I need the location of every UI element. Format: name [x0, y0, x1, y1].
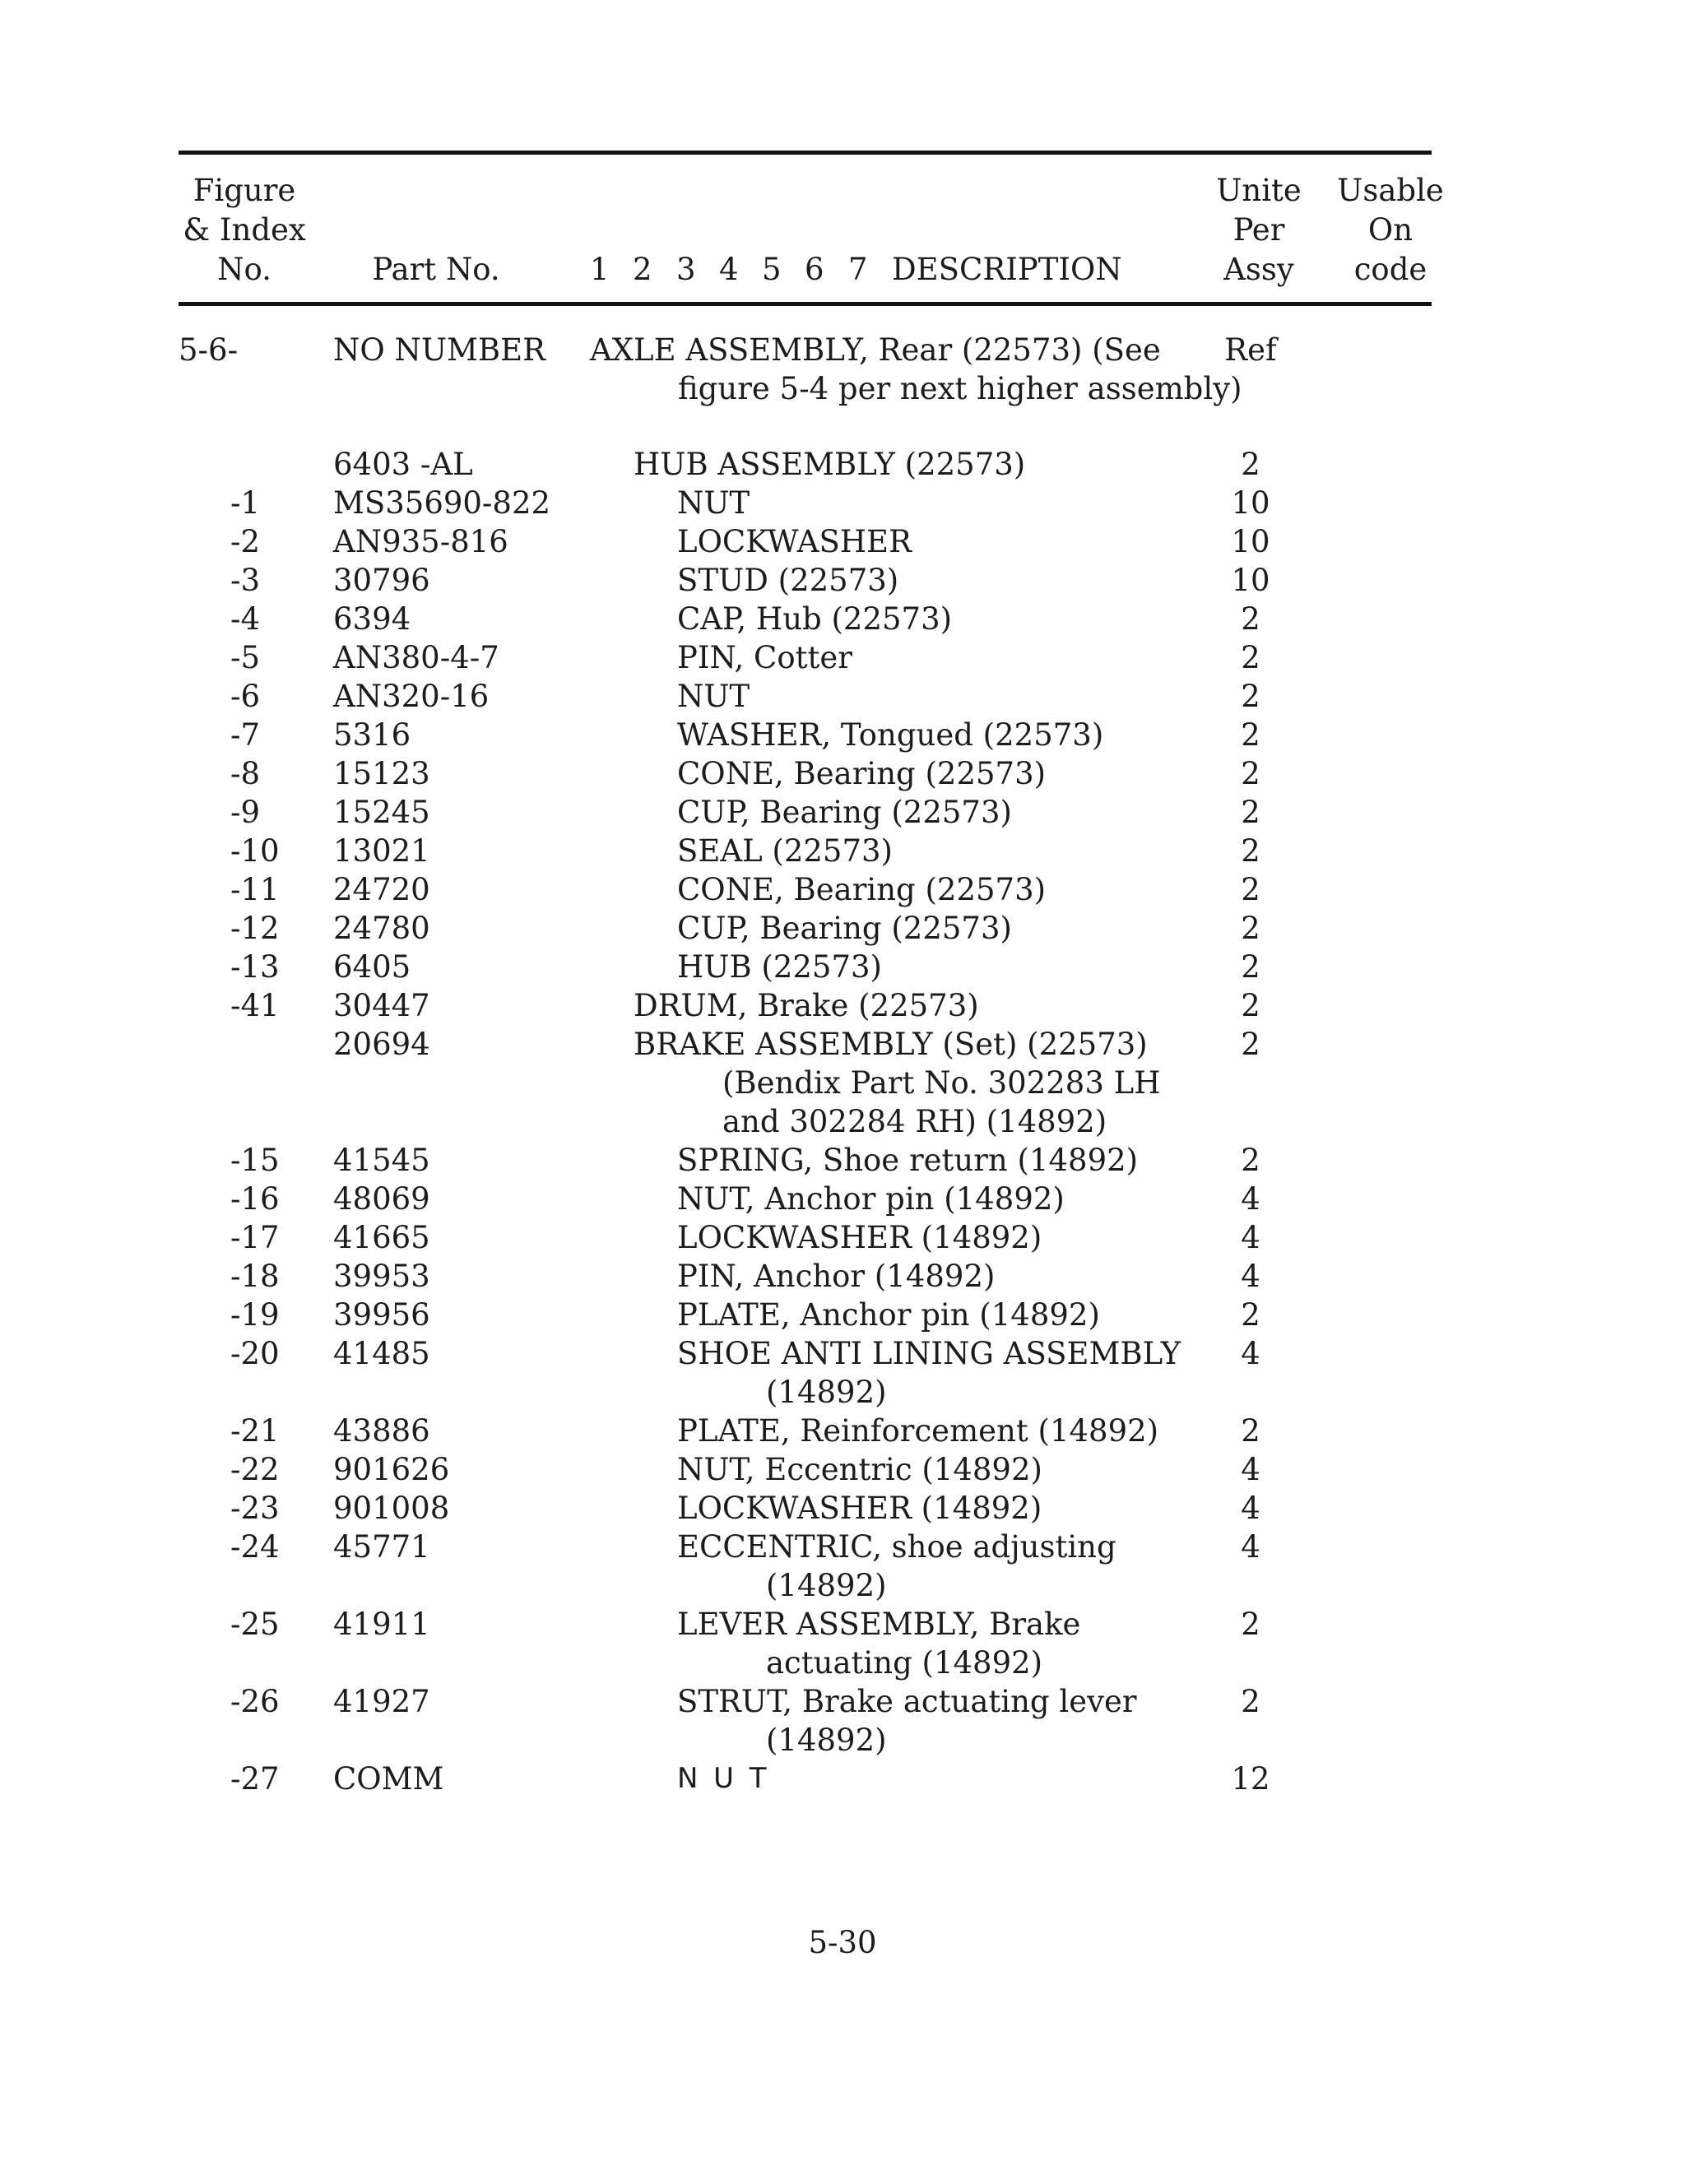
units-per-assy: 2	[1241, 988, 1260, 1023]
description: LEVER ASSEMBLY, Brake actuating (14892)	[677, 1607, 1081, 1681]
description: HUB ASSEMBLY (22573)	[634, 447, 1026, 482]
part-number: 48069	[333, 1181, 430, 1217]
units-per-assy: 10	[1231, 563, 1270, 598]
part-number: COMM	[333, 1761, 444, 1797]
part-number: 20694	[333, 1027, 430, 1062]
indent-level-2: 2	[633, 252, 652, 287]
figure-index: 5-6-	[179, 332, 239, 368]
figure-index: -23	[230, 1491, 280, 1526]
description: NUT, Eccentric (14892)	[677, 1452, 1042, 1487]
part-number: 41485	[333, 1336, 430, 1371]
header-figure-index: Figure & Index No.	[183, 173, 306, 287]
units-per-assy: 4	[1241, 1491, 1260, 1526]
description: SEAL (22573)	[677, 833, 893, 869]
units-per-assy: 10	[1231, 524, 1270, 559]
description: AXLE ASSEMBLY, Rear (22573) (See figure 5-4 per next higher assembly)	[590, 332, 1242, 406]
units-per-assy: 4	[1241, 1259, 1260, 1294]
figure-index: -7	[230, 717, 261, 753]
figure-index: -9	[230, 795, 261, 830]
header-part-no: Part No.	[372, 252, 500, 287]
indent-level-6: 6	[805, 252, 824, 287]
part-number: MS35690-822	[333, 485, 551, 521]
part-number: 39953	[333, 1259, 430, 1294]
figure-index: -21	[230, 1413, 280, 1449]
figure-index: -12	[230, 911, 280, 946]
part-number: AN380-4-7	[333, 640, 499, 675]
part-number: 41911	[333, 1607, 430, 1642]
description: LOCKWASHER (14892)	[677, 1220, 1042, 1255]
description: PIN, Cotter	[677, 640, 852, 675]
figure-index: -27	[230, 1761, 280, 1797]
description: PIN, Anchor (14892)	[677, 1259, 996, 1294]
units-per-assy: 2	[1241, 679, 1260, 714]
units-per-assy: 2	[1241, 717, 1260, 753]
description: CONE, Bearing (22573)	[677, 872, 1047, 907]
part-number: 13021	[333, 833, 430, 869]
figure-index: -10	[230, 833, 280, 869]
description: CONE, Bearing (22573)	[677, 756, 1047, 791]
part-number: 24720	[333, 872, 430, 907]
figure-index: -5	[230, 640, 261, 675]
part-number: 41927	[333, 1684, 430, 1719]
figure-index: -2	[230, 524, 261, 559]
description: LOCKWASHER	[677, 524, 912, 559]
figure-index: -8	[230, 756, 261, 791]
description: WASHER, Tongued (22573)	[677, 717, 1104, 753]
units-per-assy: 2	[1241, 1684, 1260, 1719]
description: STRUT, Brake actuating lever (14892)	[677, 1684, 1137, 1758]
part-number: 901626	[333, 1452, 450, 1487]
part-number: 6394	[333, 601, 411, 637]
header-units-per-assy: Unite Per Assy	[1216, 173, 1302, 287]
units-per-assy: Ref	[1224, 332, 1277, 368]
figure-index: -16	[230, 1181, 280, 1217]
description: PLATE, Anchor pin (14892)	[677, 1297, 1100, 1333]
indent-level-3: 3	[676, 252, 696, 287]
description: NUT	[677, 485, 750, 521]
units-per-assy: 2	[1241, 1143, 1260, 1178]
units-per-assy: 2	[1241, 1413, 1260, 1449]
units-per-assy: 2	[1241, 756, 1260, 791]
figure-index: -3	[230, 563, 261, 598]
units-per-assy: 2	[1241, 1297, 1260, 1333]
indent-level-1: 1	[590, 252, 610, 287]
description: ECCENTRIC, shoe adjusting (14892)	[677, 1529, 1116, 1603]
indent-level-5: 5	[762, 252, 782, 287]
figure-index: -11	[230, 872, 280, 907]
header-usable-on-code: Usable On code	[1337, 173, 1444, 287]
figure-index: -4	[230, 601, 261, 637]
part-number: NO NUMBER	[333, 332, 545, 368]
header-bottom-rule	[179, 302, 1432, 306]
description: CAP, Hub (22573)	[677, 601, 953, 637]
units-per-assy: 4	[1241, 1181, 1260, 1217]
description: SPRING, Shoe return (14892)	[677, 1143, 1139, 1178]
figure-index: -18	[230, 1259, 280, 1294]
units-per-assy: 4	[1241, 1220, 1260, 1255]
description: CUP, Bearing (22573)	[677, 911, 1012, 946]
figure-index: -25	[230, 1607, 280, 1642]
units-per-assy: 2	[1241, 795, 1260, 830]
units-per-assy: 2	[1241, 1607, 1260, 1642]
part-number: 5316	[333, 717, 411, 753]
part-number: 41665	[333, 1220, 430, 1255]
units-per-assy: 2	[1241, 833, 1260, 869]
units-per-assy: 12	[1231, 1761, 1270, 1797]
units-per-assy: 2	[1241, 1027, 1260, 1062]
header-description: DESCRIPTION	[892, 252, 1122, 287]
figure-index: -15	[230, 1143, 280, 1178]
description: LOCKWASHER (14892)	[677, 1491, 1042, 1526]
part-number: 45771	[333, 1529, 430, 1565]
description: CUP, Bearing (22573)	[677, 795, 1012, 830]
part-number: 41545	[333, 1143, 430, 1178]
figure-index: -6	[230, 679, 261, 714]
units-per-assy: 4	[1241, 1529, 1260, 1565]
description: DRUM, Brake (22573)	[634, 988, 979, 1023]
figure-index: -1	[230, 485, 261, 521]
part-number: 30796	[333, 563, 430, 598]
part-number: AN935-816	[333, 524, 508, 559]
figure-index: -26	[230, 1684, 280, 1719]
description: NUT	[677, 1762, 782, 1795]
part-number: 30447	[333, 988, 430, 1023]
description: HUB (22573)	[677, 949, 882, 985]
figure-index: -19	[230, 1297, 280, 1333]
figure-index: -17	[230, 1220, 280, 1255]
figure-index: -41	[230, 988, 280, 1023]
figure-index: -20	[230, 1336, 280, 1371]
units-per-assy: 2	[1241, 911, 1260, 946]
part-number: 15123	[333, 756, 430, 791]
units-per-assy: 2	[1241, 447, 1260, 482]
figure-index: -13	[230, 949, 280, 985]
description: STUD (22573)	[677, 563, 899, 598]
description: NUT	[677, 679, 750, 714]
part-number: 43886	[333, 1413, 430, 1449]
indent-level-7: 7	[848, 252, 868, 287]
figure-index: -24	[230, 1529, 280, 1565]
units-per-assy: 2	[1241, 872, 1260, 907]
description: SHOE ANTI LINING ASSEMBLY (14892)	[677, 1336, 1181, 1410]
indent-level-4: 4	[719, 252, 739, 287]
figure-index: -22	[230, 1452, 280, 1487]
part-number: 24780	[333, 911, 430, 946]
header-top-rule	[179, 151, 1432, 155]
description: PLATE, Reinforcement (14892)	[677, 1413, 1159, 1449]
units-per-assy: 2	[1241, 640, 1260, 675]
part-number: 901008	[333, 1491, 450, 1526]
units-per-assy: 2	[1241, 601, 1260, 637]
units-per-assy: 4	[1241, 1452, 1260, 1487]
part-number: 6405	[333, 949, 411, 985]
part-number: 39956	[333, 1297, 430, 1333]
description: NUT, Anchor pin (14892)	[677, 1181, 1065, 1217]
part-number: AN320-16	[333, 679, 490, 714]
units-per-assy: 2	[1241, 949, 1260, 985]
units-per-assy: 10	[1231, 485, 1270, 521]
part-number: 6403 -AL	[333, 447, 473, 482]
page-number: 5-30	[808, 1925, 877, 1960]
description: BRAKE ASSEMBLY (Set) (22573) (Bendix Part No. 302283 LH and 302284 RH) (14892)	[634, 1027, 1161, 1139]
part-number: 15245	[333, 795, 430, 830]
units-per-assy: 4	[1241, 1336, 1260, 1371]
